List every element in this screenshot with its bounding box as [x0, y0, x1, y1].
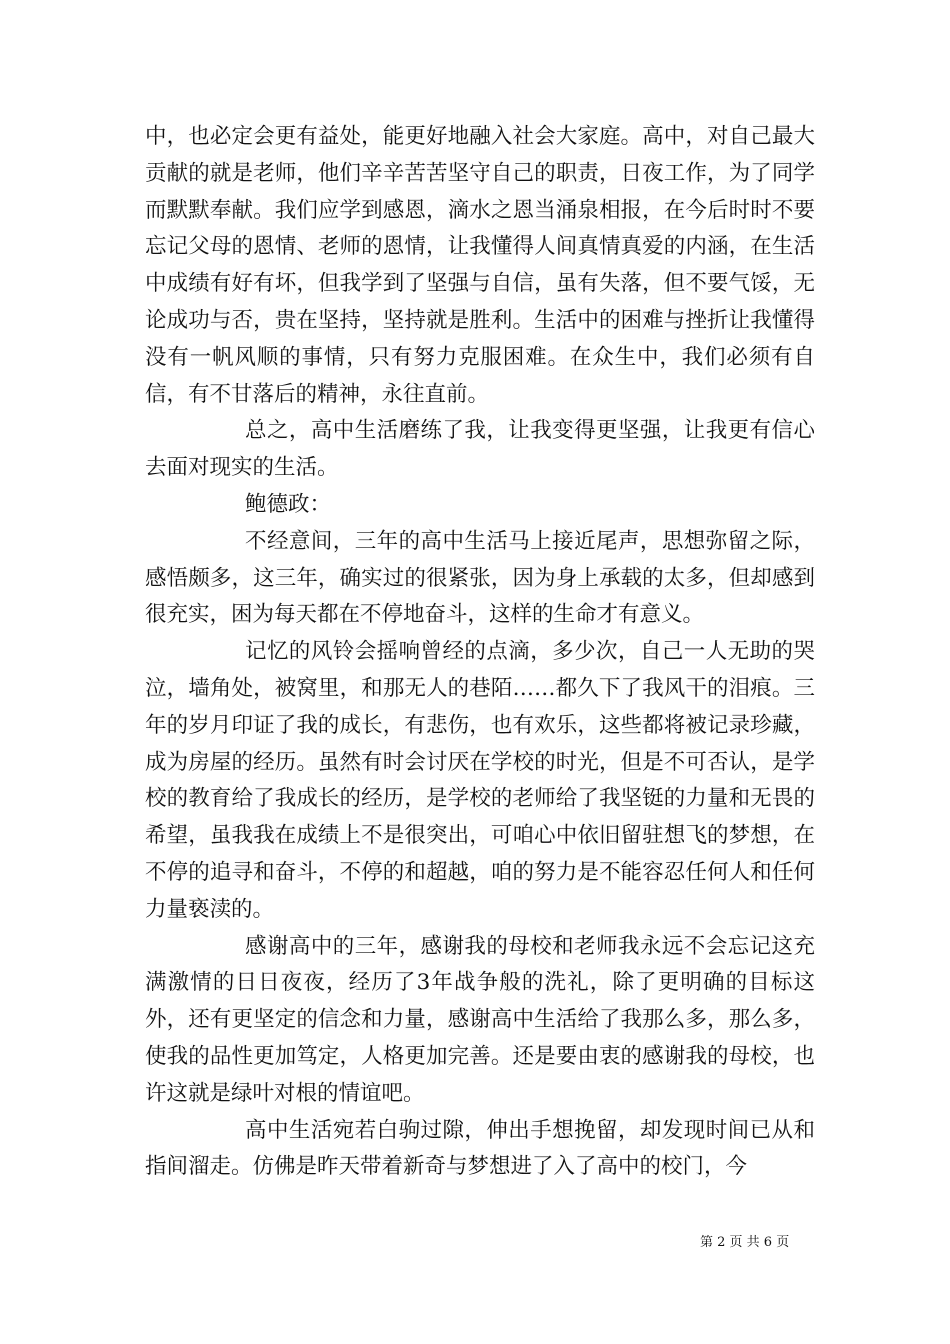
paragraph-reflection: 不经意间，三年的高中生活马上接近尾声，思想弥留之际，感悟颇多，这三年，确实过的很紧张，因为身上承载的太多，但却感到很充实，困为每天都在不停地奋斗，这样的生命才有意义。 — [145, 528, 815, 628]
document-body — [145, 119, 815, 1186]
paragraph-time: 高中生活宛若白驹过隙，伸出手想挽留，却发现时间已从和指间溜走。仿佛是昨天带着新奇与梦想进了入了高中的校门，今 — [145, 1117, 815, 1180]
author-name: 鲍德政： — [245, 491, 332, 517]
paragraph-continuation: 中，也必定会更有益处，能更好地融入社会大家庭。高中，对自己最大贡献的就是老师，他们辛辛苦苦坚守自己的职责，日夜工作，为了同学而默默奉献。我们应学到感恩，滴水之恩当涌泉相报，在今后时时不要忘记父母的恩情、老师的恩情，让我懂得人间真情真爱的内涵，在生活中成绩有好有坏，但我学到了坚强与自信，虽有失落，但不要气馁，无论成功与否，贵在坚持，坚持就是胜利。生活中的困难与挫折让我懂得没有一帆风顺的事情，只有努力克服困难。在众生中，我们必须有自信，有不甘落后的精神，永往直前。 — [145, 124, 815, 407]
page-number-footer: 第 2 页 共 6 页 — [700, 1235, 790, 1250]
paragraph-memories: 记忆的风铃会摇响曾经的点滴，多少次，自己一人无助的哭泣，墙角处，被窝里，和那无人的巷陌……都久下了我风干的泪痕。三年的岁月印证了我的成长，有悲伤，也有欢乐，这些都将被记录珍藏，成为房屋的经历。虽然有时会讨厌在学校的时光，但是不可否认，是学校的教育给了我成长的经历，是学校的老师给了我坚铤的力量和无畏的希望，虽我我在成绩上不是很突出，可咱心中依旧留驻想飞的梦想，在不停的追寻和奋斗，不停的和超越，咱的努力是不能容忍任何人和任何力量亵渎的。 — [145, 639, 815, 922]
paragraph-gratitude: 感谢高中的三年，感谢我的母校和老师我永远不会忘记这充满激情的日日夜夜，经历了3年战争般的洗礼，除了更明确的目标这外，还有更坚定的信念和力量，感谢高中生活给了我那么多，那么多，使我的品性更加笃定，人格更加完善。还是要由衷的感谢我的母校，也许这就是绿叶对根的情谊吧。 — [145, 933, 815, 1106]
paragraph-summary: 总之，高中生活磨练了我，让我变得更坚强，让我更有信心去面对现实的生活。 — [145, 418, 815, 481]
